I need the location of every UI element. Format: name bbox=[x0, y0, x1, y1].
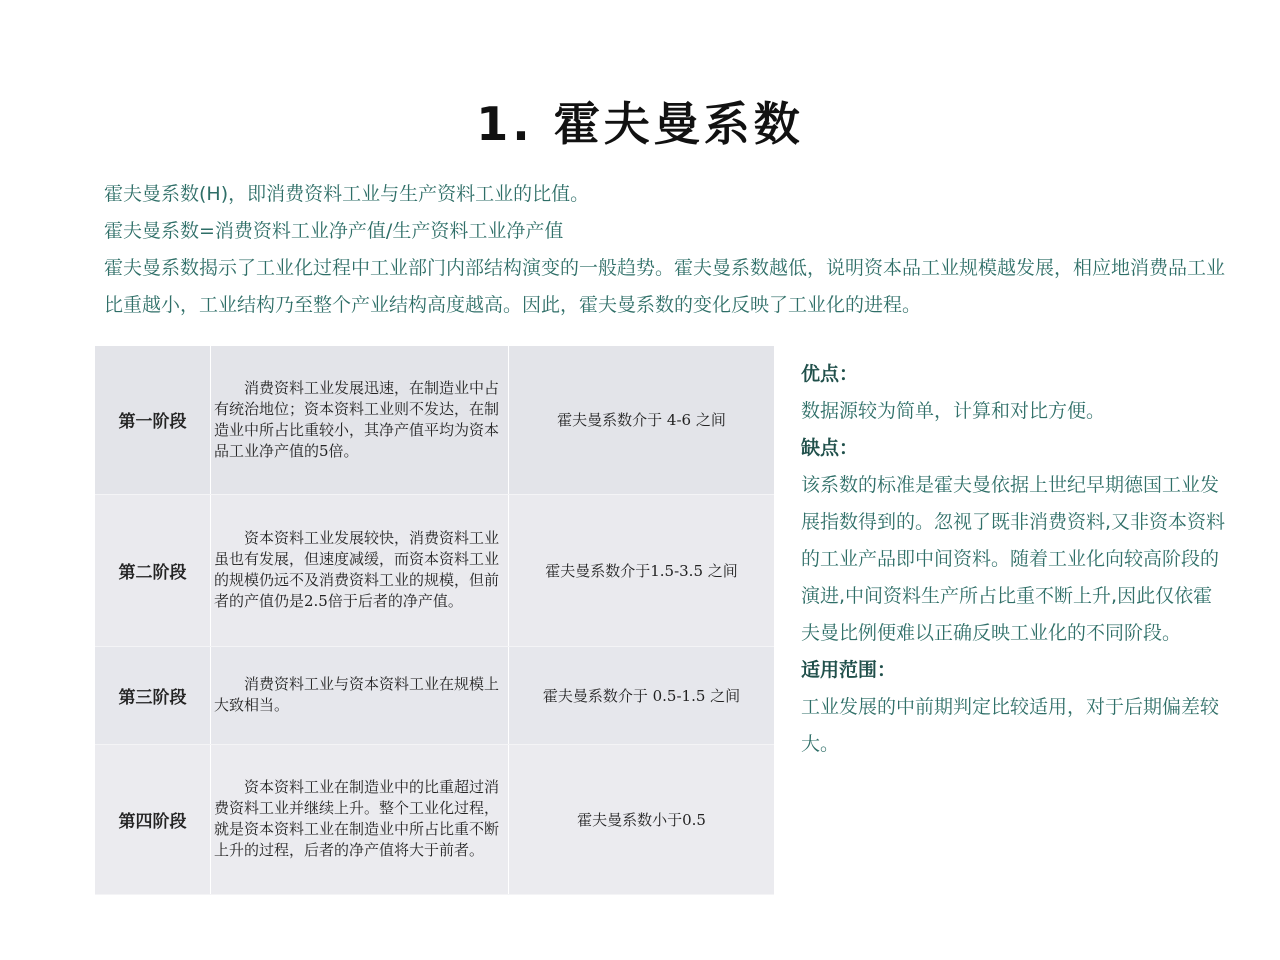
cons-heading: 缺点： bbox=[801, 437, 859, 459]
stage-range: 霍夫曼系数介于1.5-3.5 之间 bbox=[509, 494, 775, 646]
intro-section bbox=[104, 176, 1234, 324]
stage-description: 消费资料工业发展迅速，在制造业中占有统治地位；资本资料工业则不发达，在制造业中所占比重较小，其净产值平均为资本品工业净产值的5倍。 bbox=[211, 346, 509, 494]
stage-table bbox=[95, 346, 774, 895]
cons-text: 该系数的标准是霍夫曼依据上世纪早期德国工业发展指数得到的。忽视了既非消费资料,又非资本资料的工业产品即中间资料。随着工业化向较高阶段的演进,中间资料生产所占比重不断上升,因此仅依霍夫曼比例便难以正确反映工业化的不同阶段。 bbox=[801, 474, 1226, 644]
intro-explanation: 霍夫曼系数揭示了工业化过程中工业部门内部结构演变的一般趋势。霍夫曼系数越低，说明资本品工业规模越发展，相应地消费品工业比重越小，工业结构乃至整个产业结构高度越高。因此，霍夫曼系数的变化反映了工业化的进程。 bbox=[104, 257, 1226, 316]
table-row bbox=[95, 646, 774, 744]
pros-heading: 优点： bbox=[801, 363, 859, 385]
table-row bbox=[95, 346, 774, 494]
intro-formula: 霍夫曼系数=消费资料工业净产值/生产资料工业净产值 bbox=[104, 220, 564, 242]
scope-heading: 适用范围： bbox=[801, 659, 897, 681]
stage-description: 资本资料工业在制造业中的比重超过消费资料工业并继续上升。整个工业化过程，就是资本资料工业在制造业中所占比重不断上升的过程，后者的净产值将大于前者。 bbox=[211, 744, 509, 894]
stage-name: 第四阶段 bbox=[95, 744, 211, 894]
evaluation-panel bbox=[801, 356, 1231, 763]
pros-text: 数据源较为简单，计算和对比方便。 bbox=[801, 400, 1106, 422]
intro-definition: 霍夫曼系数(H)，即消费资料工业与生产资料工业的比值。 bbox=[104, 183, 590, 205]
page-title: 1. 霍夫曼系数 bbox=[476, 97, 804, 151]
table-row bbox=[95, 744, 774, 894]
stage-name: 第三阶段 bbox=[95, 646, 211, 744]
table-row bbox=[95, 494, 774, 646]
stage-name: 第二阶段 bbox=[95, 494, 211, 646]
stage-range: 霍夫曼系数介于 0.5-1.5 之间 bbox=[509, 646, 775, 744]
stage-name: 第一阶段 bbox=[95, 346, 211, 494]
stage-range: 霍夫曼系数小于0.5 bbox=[509, 744, 775, 894]
stage-range: 霍夫曼系数介于 4-6 之间 bbox=[509, 346, 775, 494]
stage-description: 资本资料工业发展较快，消费资料工业虽也有发展，但速度减缓，而资本资料工业的规模仍远不及消费资料工业的规模，但前者的产值仍是2.5倍于后者的净产值。 bbox=[211, 494, 509, 646]
stage-description: 消费资料工业与资本资料工业在规模上大致相当。 bbox=[211, 646, 509, 744]
scope-text: 工业发展的中前期判定比较适用，对于后期偏差较大。 bbox=[801, 696, 1220, 755]
